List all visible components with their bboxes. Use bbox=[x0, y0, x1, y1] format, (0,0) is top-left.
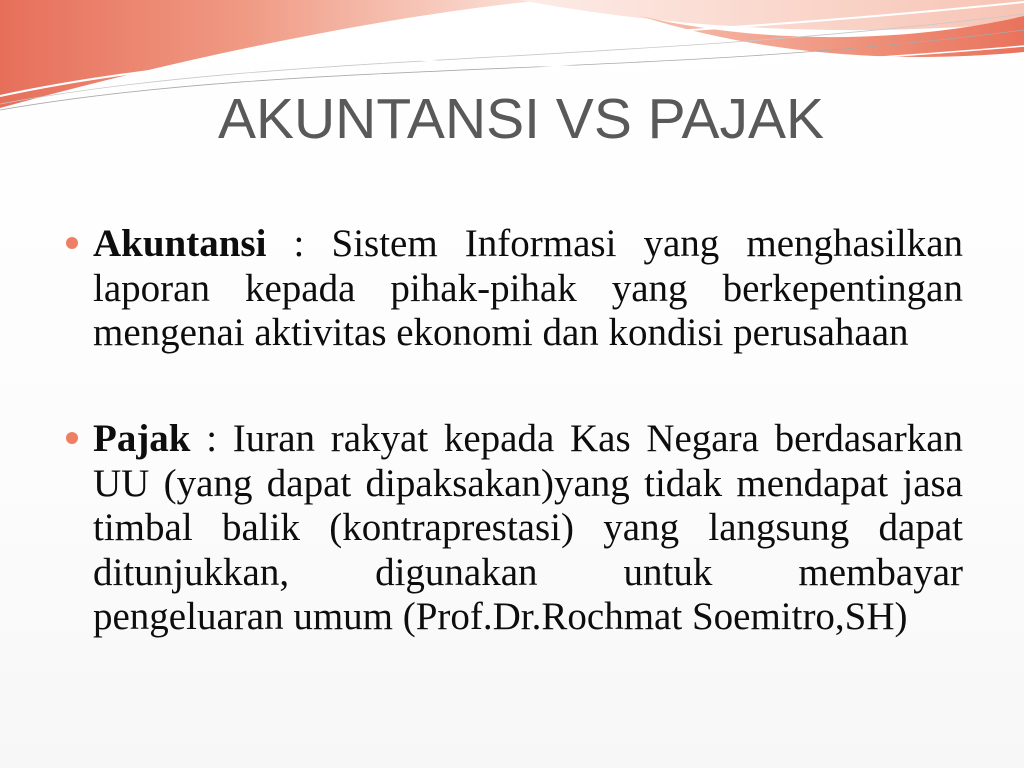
bullet-dot-icon bbox=[66, 432, 78, 444]
bullet-line: UU (yang dapat dipaksakan)yang tidak mendapat jasa bbox=[93, 461, 963, 505]
bullet-line bbox=[93, 222, 963, 267]
slide-title: AKUNTANSI VS PAJAK bbox=[217, 87, 825, 151]
term-separator: : bbox=[293, 222, 305, 265]
bullet-line: laporan kepada pihak-pihak yang berkepentingan bbox=[93, 266, 963, 310]
bullet-line: timbal balik (kontraprestasi) yang langsung dapat bbox=[93, 506, 963, 549]
bullet-item-pajak bbox=[93, 417, 963, 640]
bullet-text: Iuran rakyat kepada Kas Negara berdasarkan bbox=[232, 417, 964, 460]
bullet-line: ditunjukkan, digunakan untuk membayar bbox=[93, 550, 963, 594]
bullet-line: pengeluaran umum (Prof.Dr.Rochmat Soemitro,SH) bbox=[93, 595, 908, 638]
bullet-dot-icon bbox=[66, 237, 78, 249]
right-peach-wave bbox=[520, 0, 1024, 30]
bullet-line: mengenai aktivitas ekonomi dan kondisi perusahaan bbox=[93, 311, 909, 354]
bullet-term: Pajak bbox=[93, 417, 191, 460]
term-separator: : bbox=[206, 417, 218, 460]
bullet-line bbox=[93, 417, 963, 462]
bullet-term: Akuntansi bbox=[93, 222, 267, 265]
bullet-item-akuntansi bbox=[93, 222, 963, 356]
bullet-text: Sistem Informasi yang menghasilkan bbox=[331, 222, 964, 265]
